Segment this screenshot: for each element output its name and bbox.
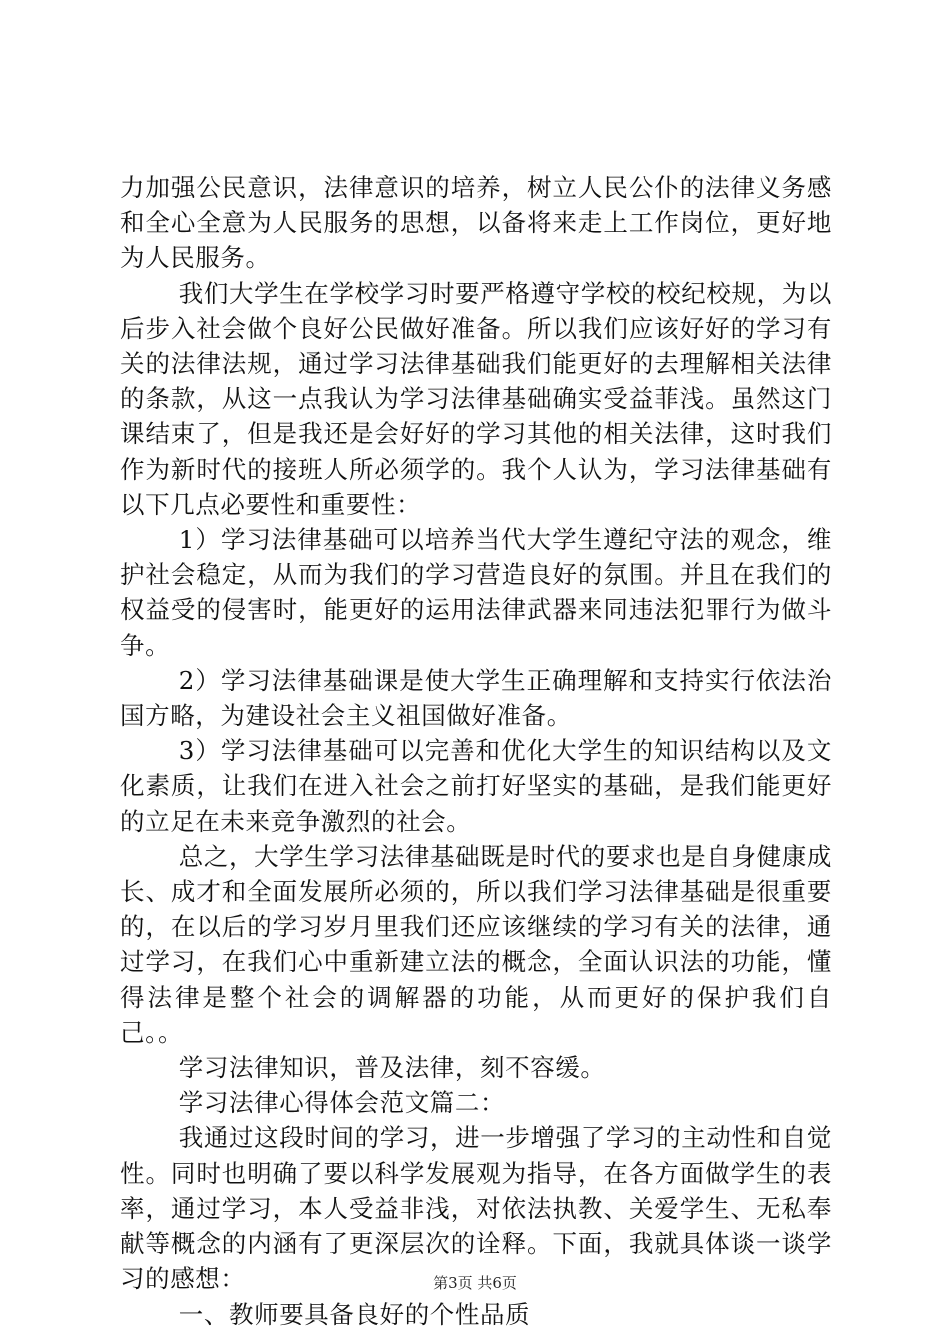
paragraph-point-2: 2）学习法律基础课是使大学生正确理解和支持实行依法治国方略，为建设社会主义祖国做好准备。	[120, 665, 832, 731]
paragraph-conclusion: 总之，大学生学习法律基础既是时代的要求也是自身健康成长、成才和全面发展所必须的，所以我们学习法律基础是很重要的，在以后的学习岁月里我们还应该继续的学习有关的法律，通过学习，在我们心中重新建立法的概念，全面认识法的功能，懂得法律是整个社会的调解器的功能，从而更好的保护我们自己。。	[120, 841, 832, 1047]
paragraph-urgency: 学习法律知识，普及法律，刻不容缓。	[178, 1053, 606, 1083]
paragraph-school-rules: 我们大学生在学校学习时要严格遵守学校的校纪校规，为以后步入社会做个良好公民做好准备。所以我们应该好好的学习有关的法律法规，通过学习法律基础我们能更好的去理解相关法律的条款，从这一点我认为学习法律基础确实受益菲浅。虽然这门课结束了，但是我还是会好好的学习其他的相关法律，这时我们作为新时代的接班人所必须学的。我个人认为，学习法律基础有以下几点必要性和重要性：	[120, 278, 832, 519]
paragraph-point-1: 1）学习法律基础可以培养当代大学生遵纪守法的观念，维护社会稳定，从而为我们的学习营造良好的氛围。并且在我们的权益受的侵害时，能更好的运用法律武器来同违法犯罪行为做斗争。	[120, 525, 832, 660]
paragraph-essay-two-intro: 我通过这段时间的学习，进一步增强了学习的主动性和自觉性。同时也明确了要以科学发展观为指导，在各方面做学生的表率，通过学习，本人受益非浅，对依法执教、关爱学生、无私奉献等概念的内涵有了更深层次的诠释。下面，我就具体谈一谈学习的感想：	[120, 1123, 832, 1294]
subheading-teacher-qualities: 一、教师要具备良好的个性品质	[178, 1299, 531, 1329]
paragraph-continuation: 力加强公民意识，法律意识的培养，树立人民公仆的法律义务感和全心全意为人民服务的思想，以备将来走上工作岗位，更好地为人民服务。	[120, 173, 832, 273]
paragraph-point-3: 3）学习法律基础可以完善和优化大学生的知识结构以及文化素质，让我们在进入社会之前打好坚实的基础，是我们能更好的立足在未来竞争激烈的社会。	[120, 736, 832, 836]
page-footer: 第3页 共6页	[433, 1274, 517, 1292]
section-heading-essay-two: 学习法律心得体会范文篇二：	[178, 1088, 506, 1118]
document-body	[120, 170, 832, 1332]
